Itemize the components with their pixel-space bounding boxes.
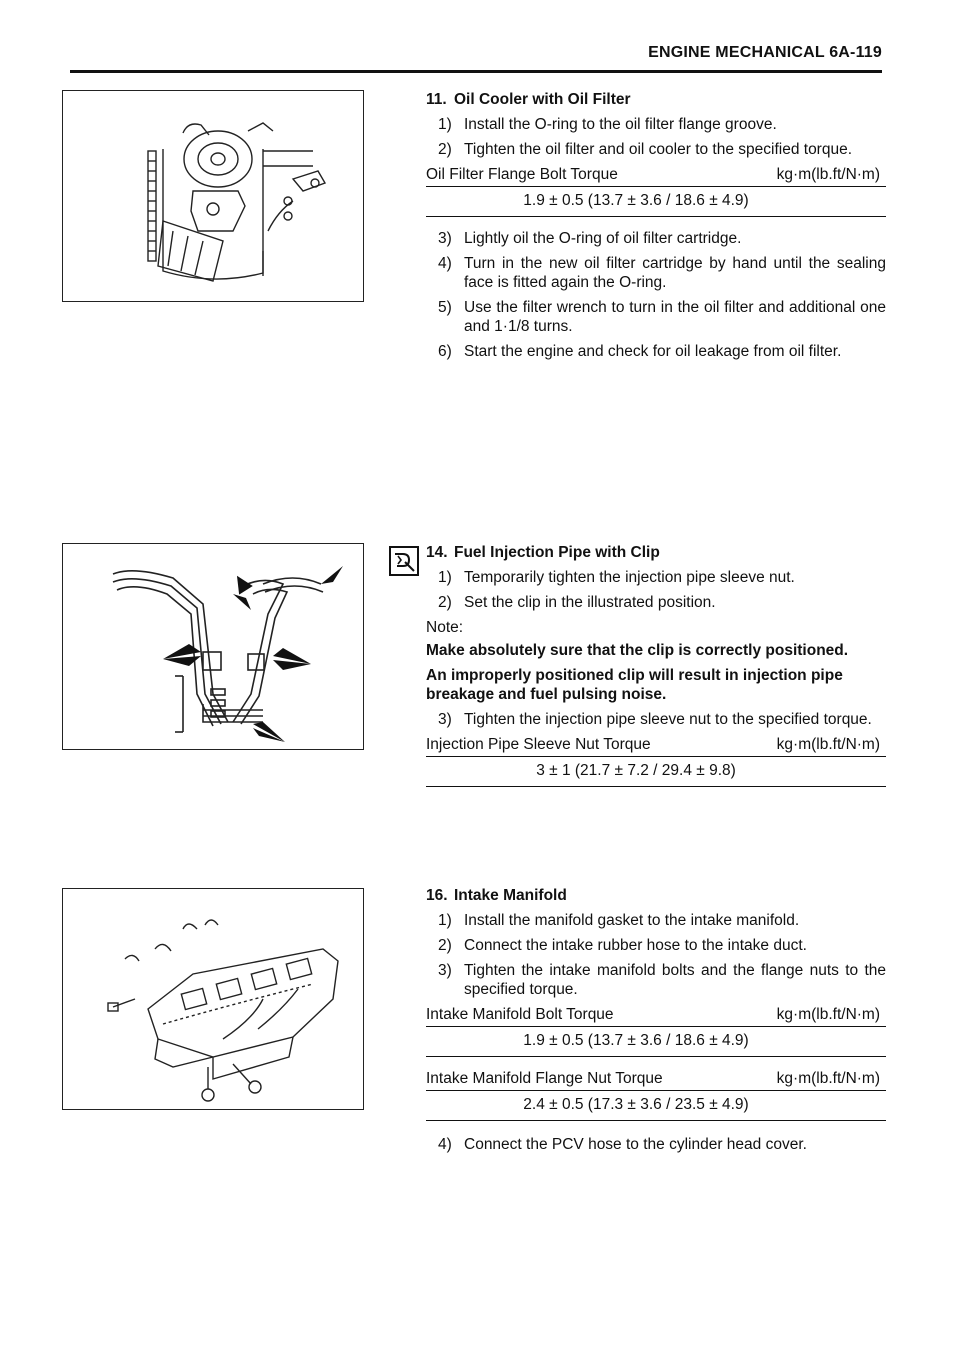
torque-value: 1.9 ± 0.5 (13.7 ± 3.6 / 18.6 ± 4.9) <box>523 192 749 209</box>
note-text: An improperly positioned clip will result in injection pipe breakage and fuel pulsing noise. <box>426 667 843 703</box>
torque-label: Oil Filter Flange Bolt Torque <box>426 166 618 183</box>
section-title: 16. Intake Manifold <box>426 887 567 904</box>
torque-label: Injection Pipe Sleeve Nut Torque <box>426 736 651 753</box>
step-item: 6) Start the engine and check for oil leakage from oil filter. <box>438 343 842 360</box>
step-item: 2) Set the clip in the illustrated position. <box>438 594 716 611</box>
header-title: ENGINE MECHANICAL 6A-119 <box>648 44 882 61</box>
step-item: 3) Tighten the intake manifold bolts and the flange nuts to the specified torque. <box>438 962 886 998</box>
intake-manifold-illustration <box>62 888 364 1110</box>
torque-label: Intake Manifold Flange Nut Torque <box>426 1070 663 1087</box>
step-item: 1) Install the O-ring to the oil filter flange groove. <box>438 116 777 133</box>
step-item: 1) Install the manifold gasket to the intake manifold. <box>438 912 800 929</box>
torque-value: 3 ± 1 (21.7 ± 7.2 / 29.4 ± 9.8) <box>536 762 736 779</box>
wrench-icon <box>389 546 419 576</box>
torque-unit: kg·m(lb.ft/N·m) <box>776 1070 880 1087</box>
step-item: 4) Connect the PCV hose to the cylinder head cover. <box>438 1136 807 1153</box>
step-item: 3) Lightly oil the O-ring of oil filter cartridge. <box>438 230 742 247</box>
header-rule <box>70 70 882 73</box>
torque-spec <box>426 1069 886 1121</box>
torque-unit: kg·m(lb.ft/N·m) <box>776 1006 880 1023</box>
intake-manifold-drawing <box>63 889 363 1109</box>
step-item: 2) Tighten the oil filter and oil cooler to the specified torque. <box>438 141 853 158</box>
torque-spec <box>426 735 886 787</box>
injection-pipe-illustration <box>62 543 364 750</box>
step-item: 2) Connect the intake rubber hose to the intake duct. <box>438 937 807 954</box>
note-text: Make absolutely sure that the clip is correctly positioned. <box>426 642 849 659</box>
torque-spec <box>426 165 886 217</box>
oil-cooler-illustration <box>62 90 364 302</box>
torque-unit: kg·m(lb.ft/N·m) <box>776 736 880 753</box>
note-label: Note: <box>426 619 464 636</box>
torque-unit: kg·m(lb.ft/N·m) <box>776 166 880 183</box>
torque-value: 2.4 ± 0.5 (17.3 ± 3.6 / 23.5 ± 4.9) <box>523 1096 749 1113</box>
special-tool-icon <box>389 546 419 576</box>
section-title: 14. Fuel Injection Pipe with Clip <box>426 544 660 561</box>
oil-cooler-drawing <box>63 91 363 301</box>
section-fuel-injection <box>426 543 886 799</box>
step-item: 4) Turn in the new oil filter cartridge by hand until the sealing face is fitted again the O-ring. <box>438 255 886 291</box>
torque-label: Intake Manifold Bolt Torque <box>426 1006 614 1023</box>
section-intake-manifold <box>426 886 886 1160</box>
torque-spec <box>426 1005 886 1057</box>
section-oil-cooler <box>426 90 886 367</box>
torque-value: 1.9 ± 0.5 (13.7 ± 3.6 / 18.6 ± 4.9) <box>523 1032 749 1049</box>
step-item: 1) Temporarily tighten the injection pipe sleeve nut. <box>438 569 795 586</box>
step-item: 3) Tighten the injection pipe sleeve nut to the specified torque. <box>438 711 872 728</box>
injection-pipe-drawing <box>63 544 363 749</box>
section-title: 11. Oil Cooler with Oil Filter <box>426 91 631 108</box>
step-item: 5) Use the filter wrench to turn in the oil filter and additional one and 1·1/8 turns. <box>438 299 886 335</box>
